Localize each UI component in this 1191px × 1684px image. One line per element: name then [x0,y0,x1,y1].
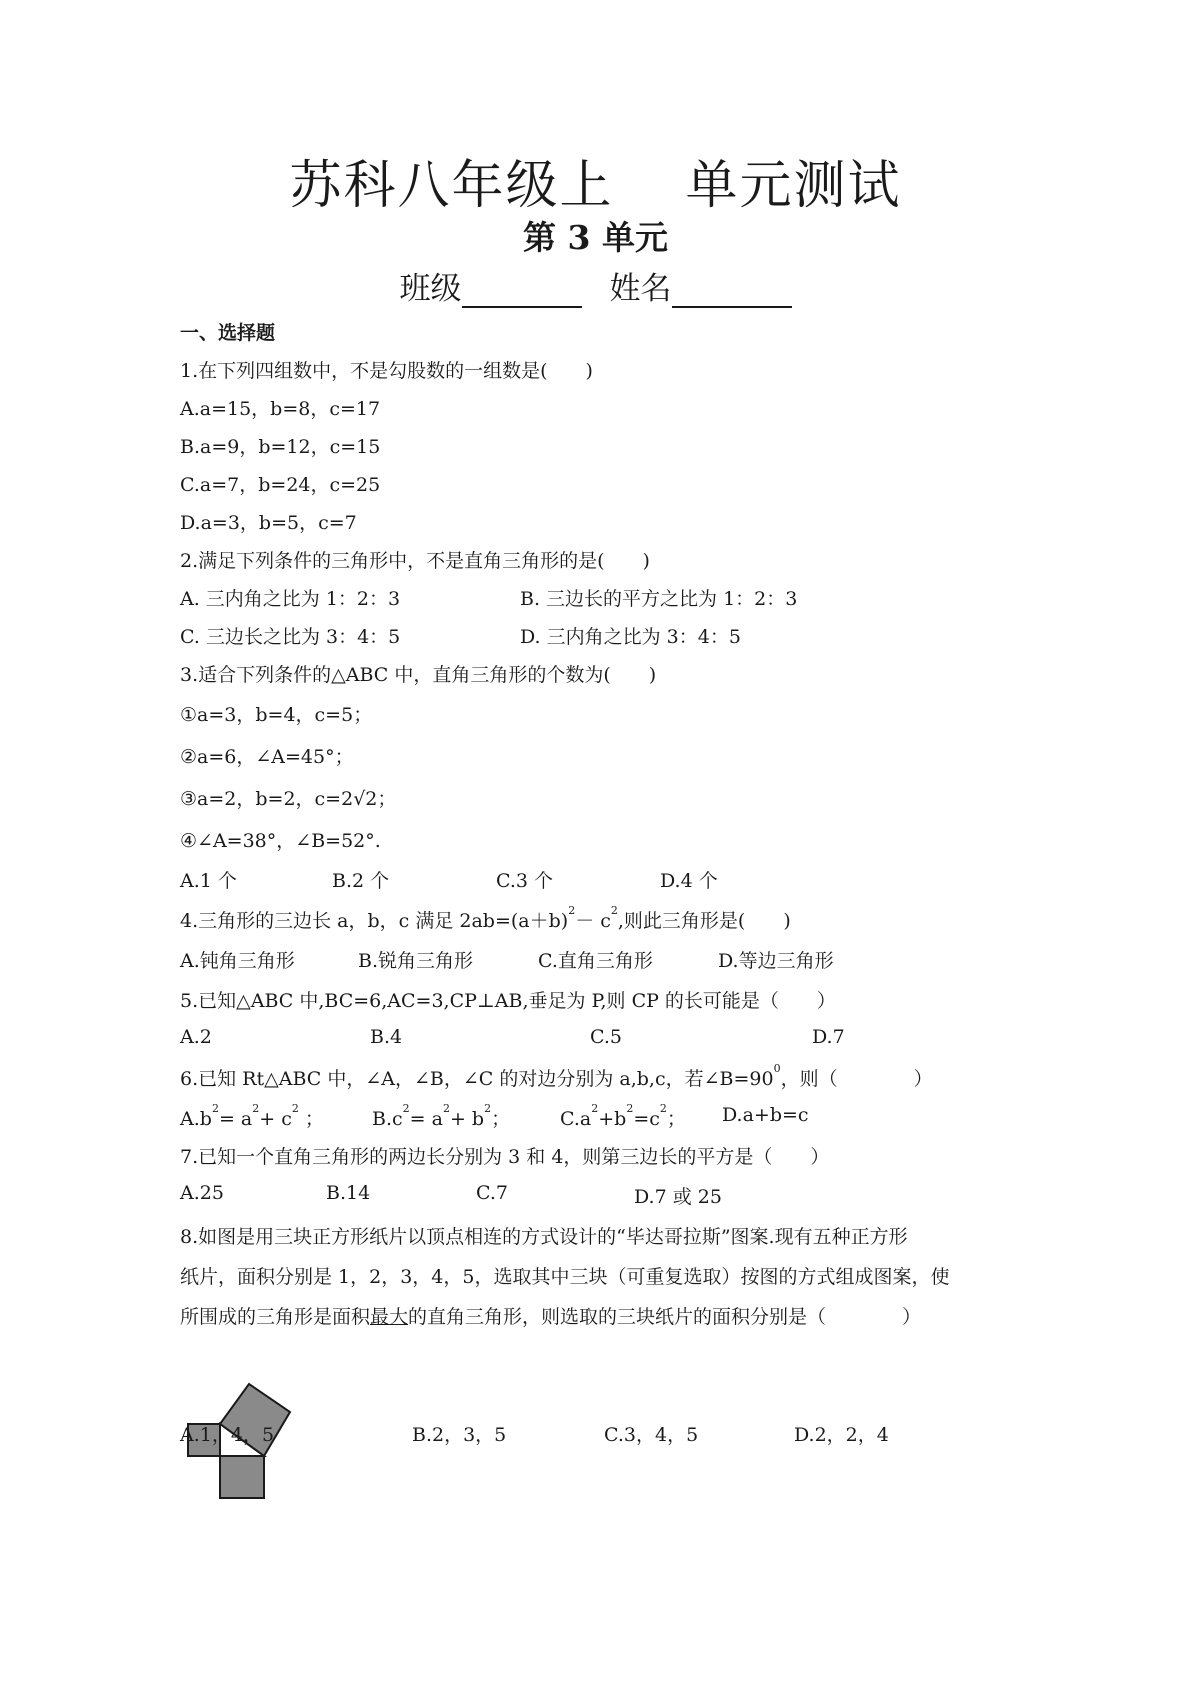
q7-option-a: A.25 [180,1182,224,1204]
class-label: 班级 [399,271,462,307]
q2-stem: 2.满足下列条件的三角形中，不是直角三角形的是( ) [180,550,650,572]
name-blank[interactable] [672,276,792,308]
title-right: 单元测试 [685,156,902,216]
section-heading: 一、选择题 [180,322,276,344]
q7-option-d: D.7 或 25 [634,1186,722,1208]
q4-option-b: B.锐角三角形 [358,950,474,972]
q1-option-b: B.a=9，b=12，c=15 [180,436,381,458]
class-name-line [0,263,1191,308]
q6-stem [180,1064,933,1091]
q3-item-1: ①a=3，b=4，c=5； [180,704,373,726]
q4-stem-part-a: 4.三角形的三边长 a，b，c 满足 2ab=(a＋b) [180,910,569,932]
q4-option-a: A.钝角三角形 [180,950,295,972]
q4-option-d: D.等边三角形 [718,950,834,972]
q2-option-d: D. 三内角之比为 3：4：5 [520,626,741,648]
q8-line-3 [180,1302,921,1329]
q7-option-c: C.7 [476,1182,508,1204]
q3-option-c: C.3 个 [496,870,554,892]
q7-stem: 7.已知一个直角三角形的两边长分别为 3 和 4，则第三边长的平方是（ ） [180,1146,830,1168]
q3-stem: 3.适合下列条件的△ABC 中，直角三角形的个数为( ) [180,664,657,686]
q3-option-a: A.1 个 [180,870,237,892]
q7-option-b: B.14 [326,1182,371,1204]
q2-option-c: C. 三边长之比为 3：4：5 [180,626,401,648]
q8-option-b: B.2，3，5 [412,1424,507,1446]
q5-option-d: D.7 [812,1026,845,1048]
q8-line-1: 8.如图是用三块正方形纸片以顶点相连的方式设计的“毕达哥拉斯”图案.现有五种正方形 [180,1226,908,1248]
q5-option-a: A.2 [180,1026,212,1048]
q8-option-a: A.1，4，5 [180,1424,275,1446]
q8-underlined-word: 最大 [370,1306,409,1328]
q1-option-c: C.a=7，b=24，c=25 [180,474,381,496]
q6-degree-sup: 0 [773,1062,781,1075]
q4-stem-part-b: － c [575,910,611,932]
q5-option-b: B.4 [370,1026,403,1048]
title-left: 苏科八年级上 [289,156,614,216]
q3-item-2: ②a=6，∠A=45°； [180,746,354,768]
q6-stem-part-b: ，则（ ） [780,1068,933,1090]
q8-line-2: 纸片，面积分别是 1，2，3，4，5，选取其中三块（可重复选取）按图的方式组成图案，使 [180,1266,950,1288]
q8-line-3-b: 的直角三角形，则选取的三块纸片的面积分别是（ ） [408,1306,922,1328]
class-blank[interactable] [462,276,582,308]
q3-option-b: B.2 个 [332,870,390,892]
q4-sup-2: 2 [610,904,618,917]
q1-stem: 1.在下列四组数中，不是勾股数的一组数是( ) [180,360,593,382]
q6-option-a: $A.b^2= a^2+ c^2$ ； [180,1102,324,1130]
bottom-square [220,1456,264,1498]
q6-option-b: $B.c^2= a^2+ b^2$； [372,1102,511,1130]
q8-line-3-a: 所围成的三角形是面积 [180,1306,371,1328]
page-subtitle: 第 3 单元 [523,218,668,257]
q4-stem-part-c: ,则此三角形是( ) [617,910,791,932]
q3-item-3: ③a=2，b=2，c=2√2； [180,788,397,810]
q8-option-c: C.3，4，5 [604,1424,699,1446]
q2-option-a: A. 三内角之比为 1：2：3 [180,588,401,610]
q8-option-d: D.2，2，4 [794,1424,889,1446]
q4-stem [180,906,791,933]
q6-stem-part-a: 6.已知 Rt△ABC 中，∠A，∠B，∠C 的对边分别为 a,b,c，若∠B=90 [180,1068,774,1090]
name-label: 姓名 [609,271,672,307]
q4-sup: 2 [568,904,576,917]
q1-option-d: D.a=3，b=5，c=7 [180,512,357,534]
q4-option-c: C.直角三角形 [538,950,653,972]
q2-option-b: B. 三边长的平方之比为 1：2：3 [520,588,798,610]
q1-option-a: A.a=15，b=8，c=17 [180,398,381,420]
q5-option-c: C.5 [590,1026,622,1048]
q3-option-d: D.4 个 [660,870,718,892]
page-title [0,143,1191,218]
q5-stem: 5.已知△ABC 中,BC=6,AC=3,CP⊥AB,垂足为 P,则 CP 的长可能是（ ） [180,990,836,1012]
q3-item-4: ④∠A=38°，∠B=52°. [180,830,381,852]
q6-option-c: $C.a^2+b^2=c^2$； [560,1102,686,1130]
q6-option-d: D.a+b=c [722,1104,809,1126]
